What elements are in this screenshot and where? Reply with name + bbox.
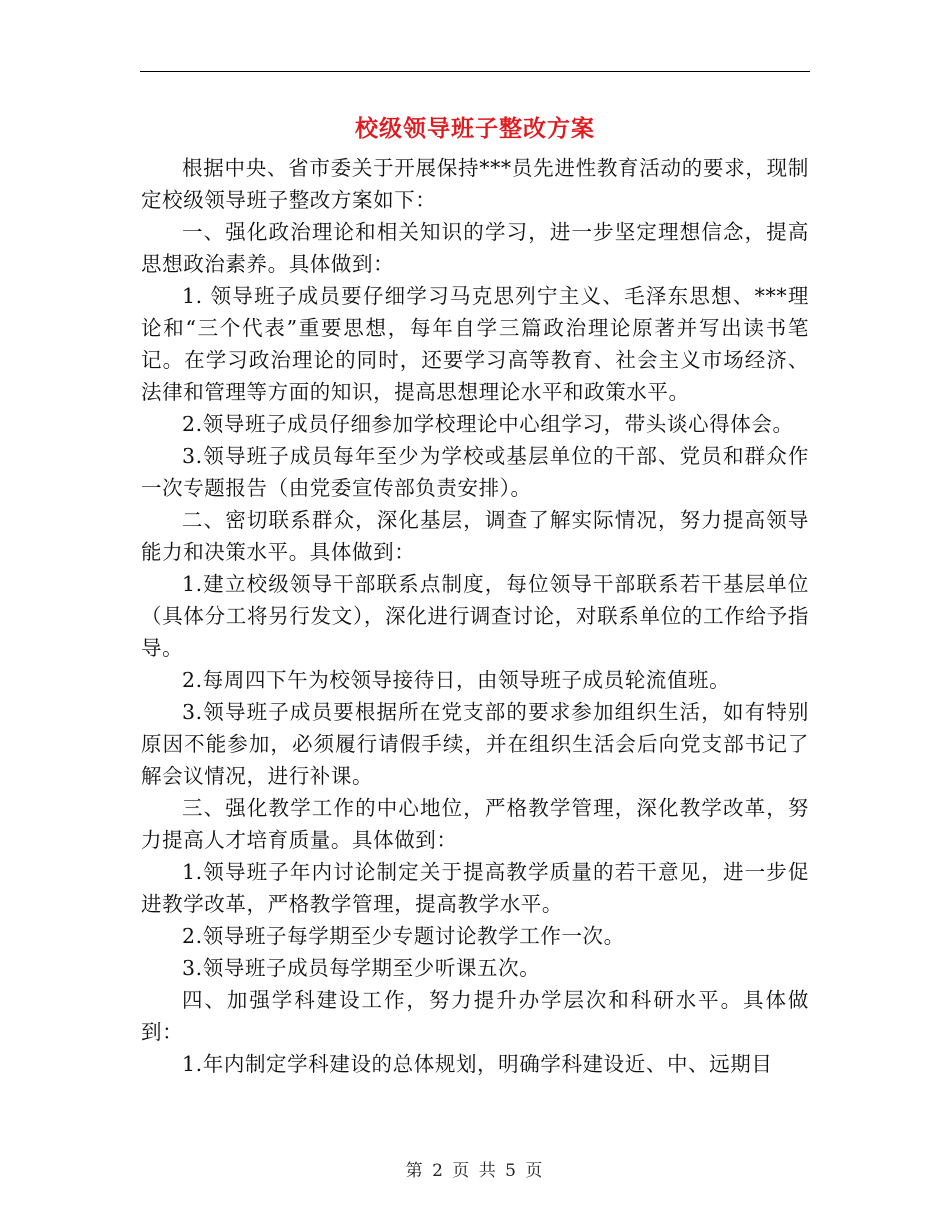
- paragraph-item-3-2: 2.领导班子每学期至少专题讨论教学工作一次。: [182, 924, 625, 948]
- paragraph-section-4: 四、加强学科建设工作，努力提升办学层次和科研水平。具体做到：: [141, 988, 809, 1044]
- page-number-footer: 第 2 页 共 5 页: [405, 1161, 545, 1181]
- paragraph-item-1-3: 3.领导班子成员每年至少为学校或基层单位的干部、党员和群众作一次专题报告（由党委宣传部负责安排）。: [141, 444, 809, 500]
- paragraph-section-2: 二、密切联系群众，深化基层，调查了解实际情况，努力提高领导能力和决策水平。具体做到：: [141, 508, 809, 564]
- paragraph-item-2-3: 3.领导班子成员要根据所在党支部的要求参加组织生活，如有特别原因不能参加，必须履行请假手续，并在组织生活会后向党支部书记了解会议情况，进行补课。: [141, 700, 809, 788]
- paragraph-item-2-2: 2.每周四下午为校领导接待日，由领导班子成员轮流值班。: [182, 668, 731, 692]
- paragraph-item-2-1: 1.建立校级领导干部联系点制度，每位领导干部联系若干基层单位（具体分工将另行发文），深化进行调查讨论，对联系单位的工作给予指导。: [141, 572, 809, 660]
- document-title: 校级领导班子整改方案: [355, 115, 595, 142]
- paragraph-section-1: 一、强化政治理论和相关知识的学习，进一步坚定理想信念，提高思想政治素养。具体做到：: [141, 220, 809, 276]
- paragraph-item-3-1: 1.领导班子年内讨论制定关于提高教学质量的若干意见，进一步促进教学改革，严格教学管理，提高教学水平。: [141, 860, 809, 916]
- paragraph-item-1-1: 1. 领导班子成员要仔细学习马克思列宁主义、毛泽东思想、***理论和“三个代表”重要思想，每年自学三篇政治理论原著并写出读书笔记。在学习政治理论的同时，还要学习高等教育、社会主义市场经济、法律和管理等方面的知识，提高思想理论水平和政策水平。: [141, 284, 809, 404]
- paragraph-intro: 根据中央、省市委关于开展保持***员先进性教育活动的要求，现制定校级领导班子整改方案如下：: [141, 156, 809, 212]
- document-body: [141, 152, 809, 1080]
- paragraph-item-4-1: 1.年内制定学科建设的总体规划，明确学科建设近、中、远期目: [182, 1052, 773, 1076]
- paragraph-item-3-3: 3.领导班子成员每学期至少听课五次。: [182, 956, 541, 980]
- header-rule: [140, 71, 810, 72]
- paragraph-item-1-2: 2.领导班子成员仔细参加学校理论中心组学习，带头谈心得体会。: [182, 412, 794, 436]
- paragraph-section-3: 三、强化教学工作的中心地位，严格教学管理，深化教学改革，努力提高人才培育质量。具体做到：: [141, 796, 809, 852]
